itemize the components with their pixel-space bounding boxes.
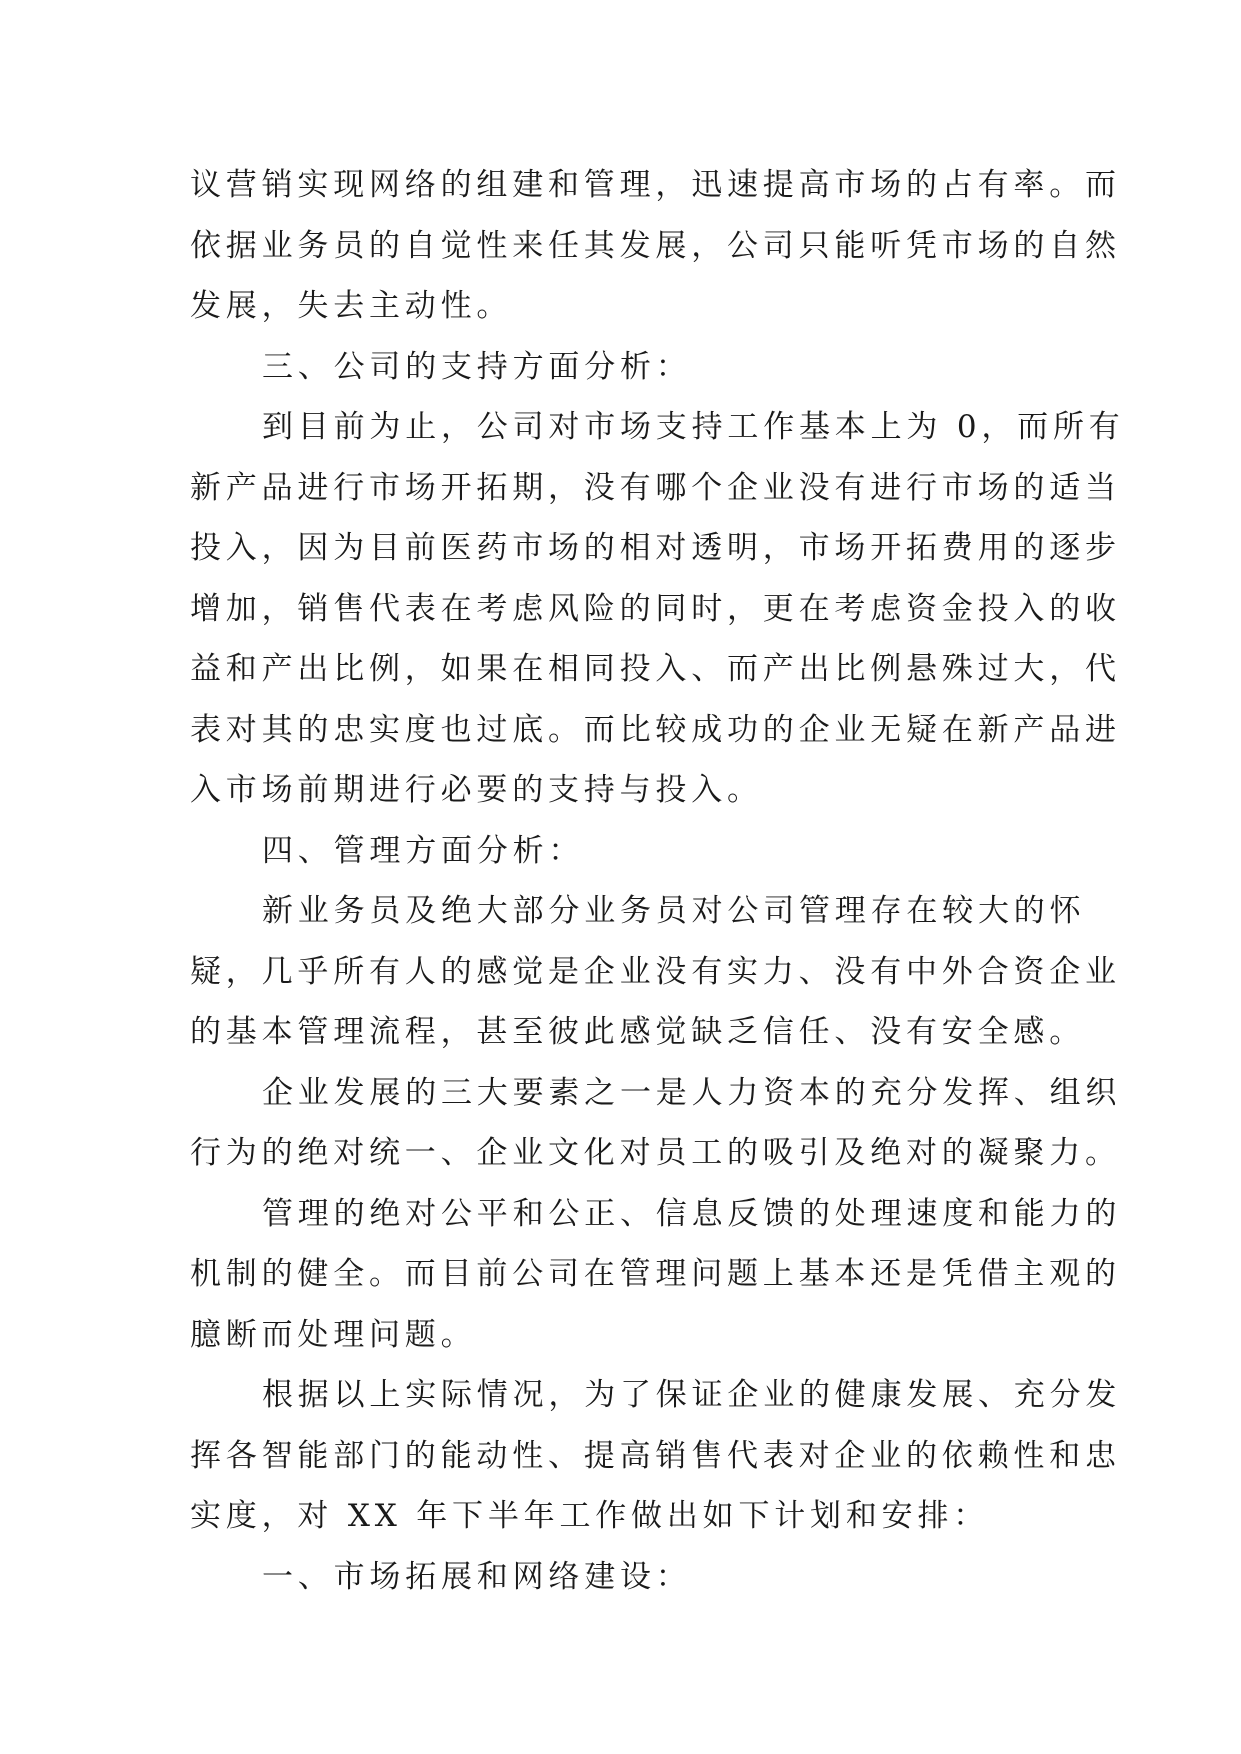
- text-line: 企业发展的三大要素之一是人力资本的充分发挥、组织: [262, 1074, 1122, 1111]
- text-line: 臆断而处理问题。: [190, 1316, 477, 1353]
- text-line: 行为的绝对统一、企业文化对员工的吸引及绝对的凝聚力。: [190, 1135, 1121, 1171]
- section-heading: 三、公司的支持方面分析：: [262, 348, 692, 385]
- text-line: 投入，因为目前医药市场的相对透明，市场开拓费用的逐步: [190, 530, 1121, 566]
- text-line: 管理的绝对公平和公正、信息反馈的处理速度和能力的: [262, 1195, 1122, 1232]
- text-line: 机制的健全。而目前公司在管理问题上基本还是凭借主观的: [190, 1256, 1121, 1292]
- section-heading: 四、管理方面分析：: [262, 832, 585, 869]
- text-line: 挥各智能部门的能动性、提高销售代表对企业的依赖性和忠: [190, 1437, 1121, 1474]
- text-line: 入市场前期进行必要的支持与投入。: [190, 772, 763, 808]
- text-line: 的基本管理流程，甚至彼此感觉缺乏信任、没有安全感。: [190, 1014, 1085, 1050]
- text-line: 增加，销售代表在考虑风险的同时，更在考虑资金投入的收: [190, 590, 1121, 627]
- text-line: 益和产出比例，如果在相同投入、而产出比例悬殊过大，代: [190, 651, 1121, 687]
- document-body: [190, 155, 1125, 1607]
- text-line: 发展，失去主动性。: [190, 288, 513, 324]
- text-line: 表对其的忠实度也过底。而比较成功的企业无疑在新产品进: [190, 711, 1121, 748]
- text-line: 新业务员及绝大部分业务员对公司管理存在较大的怀: [262, 893, 1086, 929]
- text-line: 依据业务员的自觉性来任其发展，公司只能听凭市场的自然: [190, 227, 1121, 264]
- section-heading: 一、市场拓展和网络建设：: [262, 1558, 692, 1595]
- text-line: 疑，几乎所有人的感觉是企业没有实力、没有中外合资企业: [190, 953, 1121, 990]
- text-line: 新产品进行市场开拓期，没有哪个企业没有进行市场的适当: [190, 469, 1121, 506]
- text-line: 议营销实现网络的组建和管理，迅速提高市场的占有率。而: [190, 167, 1121, 203]
- text-line: 实度，对 XX 年下半年工作做出如下计划和安排：: [190, 1498, 990, 1534]
- text-line: 到目前为止，公司对市场支持工作基本上为 0，而所有: [262, 409, 1125, 445]
- text-line: 根据以上实际情况，为了保证企业的健康发展、充分发: [262, 1377, 1122, 1413]
